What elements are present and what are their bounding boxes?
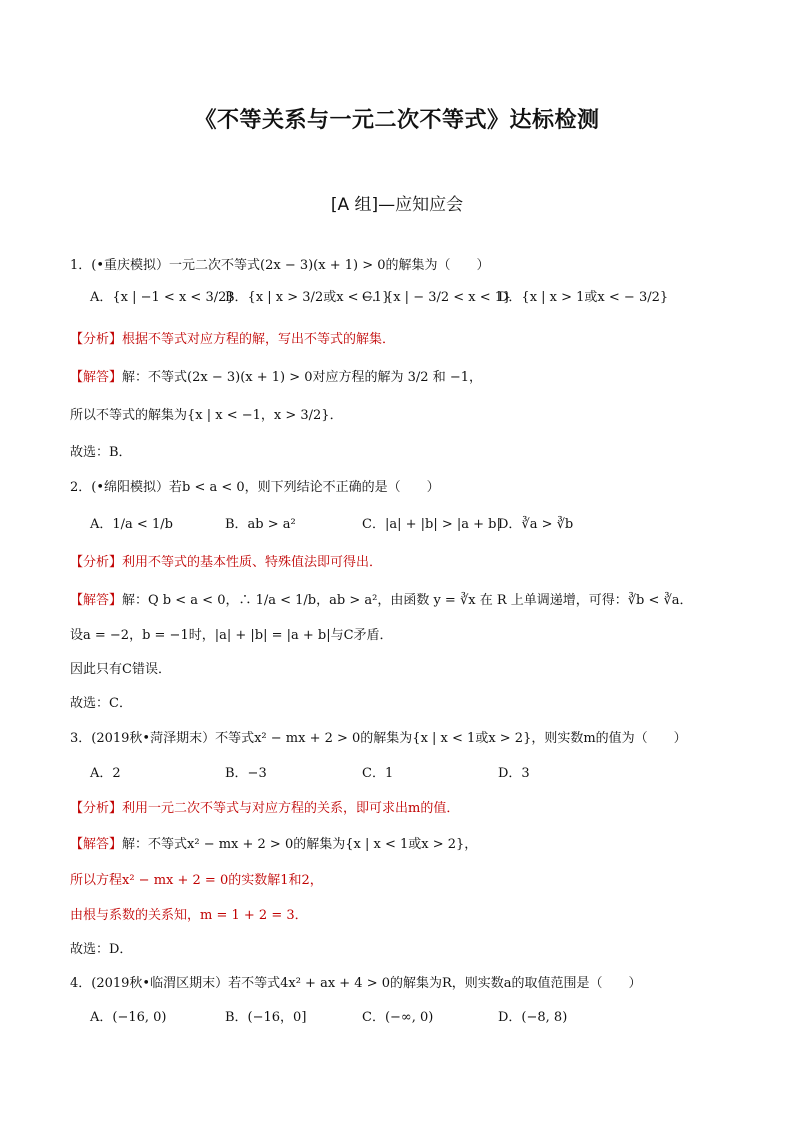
analysis-label: 【分析】 (70, 555, 123, 570)
q3-option-c: C．1 (362, 766, 394, 781)
q2-answer-line2: 设a = −2，b = −1时，|a| + |b| = |a + b|与C矛盾． (70, 628, 393, 643)
q2-option-b: B．ab > a² (225, 517, 296, 532)
q4-option-d: D．(−8, 8) (498, 1010, 568, 1025)
q1-answer (70, 368, 482, 388)
q3-option-d: D．3 (498, 766, 530, 781)
q2-answer-line1: 解：Q b < a < 0，∴ 1/a < 1/b，ab > a²，由函数 y = ∛x 在 R 上单调递增，可得：∛b < ∛a． (122, 593, 693, 608)
q2-option-d: D．∛a > ∛b (498, 517, 574, 532)
page-title: 《不等关系与一元二次不等式》达标检测 (194, 108, 600, 133)
answer-label: 【解答】 (70, 593, 123, 608)
q1-analysis-text: 根据不等式对应方程的解，写出不等式的解集． (122, 332, 396, 347)
q4-option-c: C．(−∞, 0) (362, 1010, 434, 1025)
q2-answer (70, 591, 693, 611)
q3-analysis (70, 799, 459, 819)
q1-analysis (70, 330, 395, 350)
q3-option-a: A．2 (90, 766, 121, 781)
q4-stem: 4．(2019秋•临渭区期末）若不等式4x² + ax + 4 > 0的解集为R，则实数a的取值范围是（ ） (70, 976, 642, 991)
q1-option-c: C．{x | − 3/2 < x < 1} (362, 290, 512, 305)
q4-option-a: A．(−16, 0) (90, 1010, 167, 1025)
q2-analysis (70, 553, 382, 573)
answer-label: 【解答】 (70, 370, 123, 385)
q1-stem: 1．(•重庆模拟）一元二次不等式(2x − 3)(x + 1) > 0的解集为（ ） (70, 258, 490, 273)
q1-option-d: D．{x | x > 1或x < − 3/2} (498, 290, 669, 305)
q1-answer-line2: 所以不等式的解集为{x | x < −1，x > 3/2}． (70, 408, 343, 423)
q3-stem: 3．(2019秋•菏泽期末）不等式x² − mx + 2 > 0的解集为{x | x < 1或x > 2}，则实数m的值为（ ） (70, 731, 687, 746)
q3-answer-line3: 由根与系数的关系知，m = 1 + 2 = 3． (70, 908, 308, 923)
q2-stem: 2．(•绵阳模拟）若b < a < 0，则下列结论不正确的是（ ） (70, 480, 440, 495)
analysis-label: 【分析】 (70, 801, 123, 816)
q2-answer-line3: 因此只有C错误． (70, 662, 171, 677)
q3-analysis-text: 利用一元二次不等式与对应方程的关系，即可求出m的值． (122, 801, 460, 816)
q3-option-b: B．−3 (225, 766, 267, 781)
q3-answer-line1: 解：不等式x² − mx + 2 > 0的解集为{x | x < 1或x > 2}， (122, 837, 478, 852)
q1-answer-line1: 解：不等式(2x − 3)(x + 1) > 0对应方程的解为 3/2 和 −1， (122, 370, 483, 385)
analysis-label: 【分析】 (70, 332, 123, 347)
q1-option-a: A．{x | −1 < x < 3/2} (90, 290, 235, 305)
q1-choice: 故选：B． (70, 445, 132, 460)
q4-option-b: B．(−16，0] (225, 1010, 307, 1025)
section-subtitle: [A 组]—应知应会 (330, 195, 464, 215)
q3-answer (70, 835, 477, 855)
q3-choice: 故选：D． (70, 942, 133, 957)
q2-option-a: A．1/a < 1/b (90, 517, 173, 532)
q2-analysis-text: 利用不等式的基本性质、特殊值法即可得出． (122, 555, 383, 570)
q2-choice: 故选：C． (70, 696, 132, 711)
answer-label: 【解答】 (70, 837, 123, 852)
q3-answer-line2: 所以方程x² − mx + 2 = 0的实数解1和2， (70, 873, 323, 888)
q1-option-b: B．{x | x > 3/2或x < −1} (225, 290, 391, 305)
q2-option-c: C．|a| + |b| > |a + b| (362, 517, 501, 532)
